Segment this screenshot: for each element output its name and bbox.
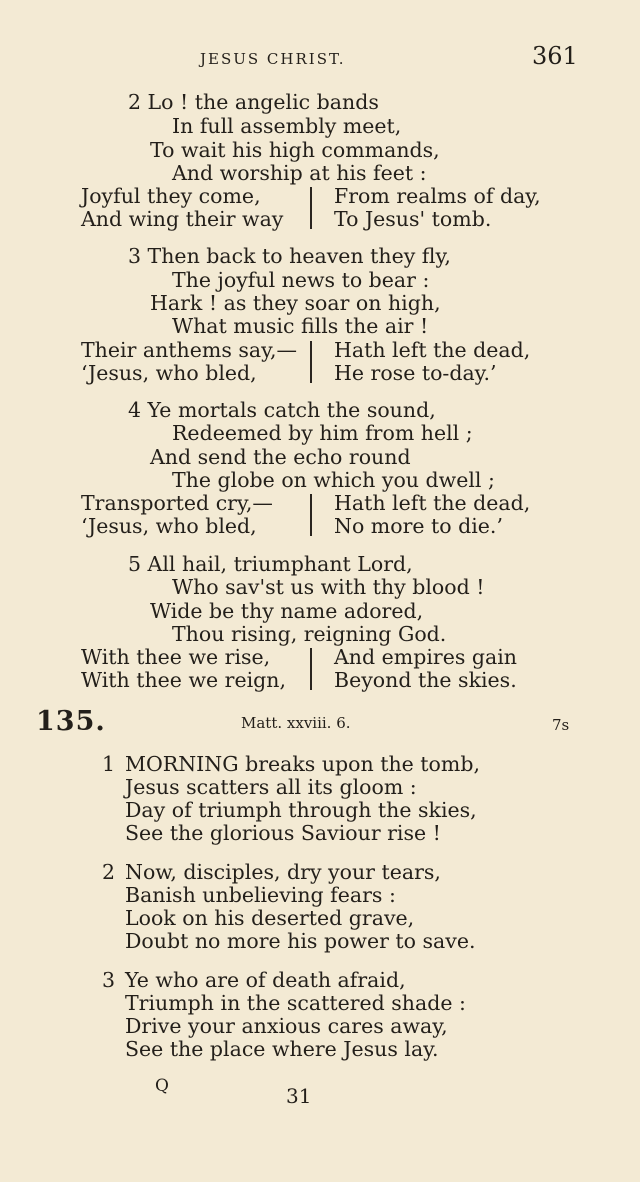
scripture-reference: Matt. xxviii. 6.: [241, 714, 351, 732]
verse-line: Now, disciples, dry your tears,: [125, 860, 441, 884]
running-title: JESUS CHRIST.: [200, 50, 346, 68]
verse-line: Drive your anxious cares away,: [125, 1014, 448, 1038]
refrain-right-line: Hath left the dead,: [334, 338, 531, 362]
refrain-divider: [310, 187, 312, 229]
meter-label: 7s: [552, 716, 570, 734]
refrain-left-line: Their anthems say,—: [81, 338, 297, 362]
refrain-divider: [310, 648, 312, 690]
footer-number: 31: [286, 1084, 312, 1108]
verse-line: Day of triumph through the skies,: [125, 798, 477, 822]
verse-line: 4 Ye mortals catch the sound,: [128, 398, 436, 422]
verse-line: 5 All hail, triumphant Lord,: [128, 552, 413, 576]
refrain-left-line: With thee we reign,: [81, 668, 286, 692]
refrain-right-line: No more to die.’: [334, 514, 503, 538]
verse-line: The globe on which you dwell ;: [172, 468, 495, 492]
verse-line: 2 Lo ! the angelic bands: [128, 90, 379, 114]
refrain-right-line: He rose to-day.’: [334, 361, 497, 385]
verse-line: 3 Then back to heaven they fly,: [128, 244, 451, 268]
verse-line: The joyful news to bear :: [172, 268, 430, 292]
verse-line: Jesus scatters all its gloom :: [125, 775, 417, 799]
verse-line: In full assembly meet,: [172, 114, 402, 138]
verse-line: Who sav'st us with thy blood !: [172, 575, 485, 599]
refrain-left-line: Transported cry,—: [81, 491, 273, 515]
verse-line: And worship at his feet :: [172, 161, 427, 185]
verse-line: See the glorious Saviour rise !: [125, 821, 441, 845]
verse-number: 3: [102, 968, 116, 992]
verse-line: See the place where Jesus lay.: [125, 1037, 439, 1061]
verse-line: What music fills the air !: [172, 314, 429, 338]
page-number: 361: [532, 42, 578, 70]
verse-line: And send the echo round: [150, 445, 411, 469]
signature-mark: Q: [155, 1076, 169, 1096]
verse-line: Redeemed by him from hell ;: [172, 421, 473, 445]
refrain-right-line: To Jesus' tomb.: [334, 207, 492, 231]
verse-line: Triumph in the scattered shade :: [125, 991, 466, 1015]
verse-number: 2: [102, 860, 116, 884]
verse-line: Hark ! as they soar on high,: [150, 291, 441, 315]
verse-line: Doubt no more his power to save.: [125, 929, 476, 953]
refrain-right-line: From realms of day,: [334, 184, 541, 208]
verse-line: Look on his deserted grave,: [125, 906, 415, 930]
refrain-divider: [310, 494, 312, 536]
refrain-right-line: Beyond the skies.: [334, 668, 517, 692]
verse-line: To wait his high commands,: [150, 138, 440, 162]
verse-line: Banish unbelieving fears :: [125, 883, 396, 907]
refrain-left-line: ‘Jesus, who bled,: [81, 514, 257, 538]
refrain-right-line: And empires gain: [334, 645, 517, 669]
verse-line: Wide be thy name adored,: [150, 599, 424, 623]
refrain-left-line: With thee we rise,: [81, 645, 271, 669]
refrain-left-line: ‘Jesus, who bled,: [81, 361, 257, 385]
verse-line: Thou rising, reigning God.: [172, 622, 447, 646]
refrain-divider: [310, 341, 312, 383]
verse-number: 1: [102, 752, 116, 776]
refrain-right-line: Hath left the dead,: [334, 491, 531, 515]
hymn-number: 135.: [36, 706, 106, 737]
refrain-left-line: Joyful they come,: [81, 184, 261, 208]
refrain-left-line: And wing their way: [81, 207, 284, 231]
verse-line: MORNING breaks upon the tomb,: [125, 752, 480, 776]
verse-line: Ye who are of death afraid,: [125, 968, 406, 992]
